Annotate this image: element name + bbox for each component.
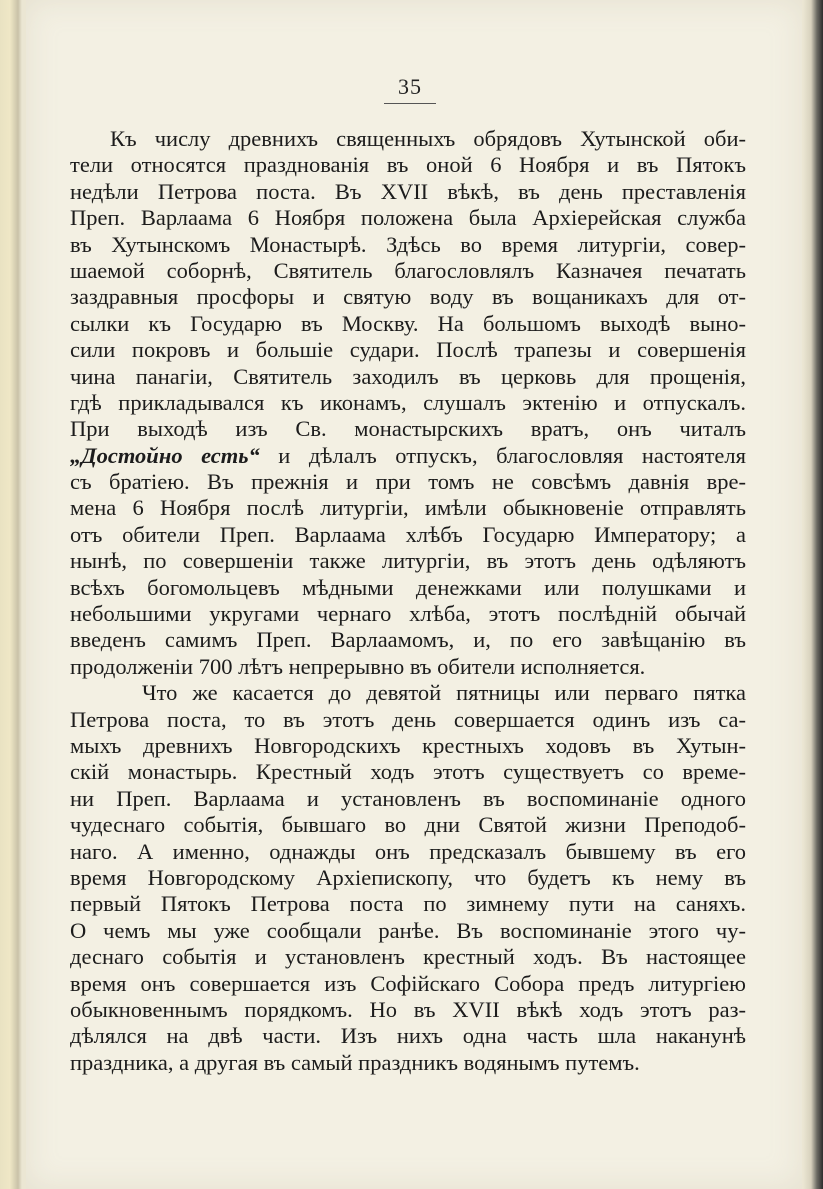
text-line: Петрова поста, то въ этотъ день совершается одинъ изъ са- xyxy=(70,706,746,732)
text-line: всѣхъ богомольцевъ мѣдными денежками или полушками и xyxy=(70,574,746,600)
text-line: Преп. Варлаама 6 Ноября положена была Архіерейская служба xyxy=(70,205,746,231)
book-page xyxy=(26,0,802,1189)
text-line: введенъ самимъ Преп. Варлаамомъ, и, по его завѣщанію въ xyxy=(70,627,746,653)
text-line: мена 6 Ноября послѣ литургіи, имѣли обыкновеніе отправлять xyxy=(70,495,746,521)
text-line: Къ числу древнихъ священныхъ обрядовъ Хутынской оби- xyxy=(110,126,746,151)
text-line: небольшими укругами чернаго хлѣба, этотъ послѣдній обычай xyxy=(70,601,746,627)
quoted-prayer-title: „Достойно есть“ xyxy=(70,442,260,468)
text-line: въ Хутынскомъ Монастырѣ. Здѣсь во время литургіи, совер- xyxy=(70,231,746,257)
text-line: тели относятся празднованія въ оной 6 Ноября и въ Пятокъ xyxy=(70,152,746,178)
text-line: При выходѣ изъ Св. монастырскихъ вратъ, онъ читалъ xyxy=(70,416,746,442)
text-line: гдѣ прикладывался къ иконамъ, слушалъ эктенію и отпускалъ. xyxy=(70,389,746,415)
text-line: продолженіи 700 лѣтъ непрерывно въ обители исполняется. xyxy=(70,653,646,679)
text-line: нынѣ, по совершеніи также литургіи, въ этотъ день одѣляютъ xyxy=(70,548,746,574)
text-line: обыкновеннымъ порядкомъ. Но въ XVII вѣкѣ ходъ этотъ раз- xyxy=(70,996,746,1022)
text-line: чина панагіи, Святитель заходилъ въ церковь для прощенія, xyxy=(70,363,746,389)
text-line: скій монастырь. Крестный ходъ этотъ существуетъ со време- xyxy=(70,759,746,785)
text-line: праздника, а другая въ самый праздникъ водянымъ путемъ. xyxy=(70,1049,640,1075)
text-line: мыхъ древнихъ Новгородскихъ крестныхъ ходовъ въ Хутын- xyxy=(70,732,746,758)
text-line: ни Преп. Варлаама и установленъ въ воспоминаніе одного xyxy=(70,785,746,811)
paragraph-1 xyxy=(70,126,746,680)
text-line: деснаго событія и установленъ крестный ходъ. Въ настоящее xyxy=(70,944,746,970)
text-line: шаемой соборнѣ, Святитель благословлялъ Казначея печатать xyxy=(70,257,746,283)
text-line: дѣлялся на двѣ части. Изъ нихъ одна часть шла наканунѣ xyxy=(70,1023,746,1049)
page-number: 35 xyxy=(398,74,422,99)
text-line: время онъ совершается изъ Софійскаго Собора предъ литургіею xyxy=(70,970,746,996)
text-line: сили покровъ и большіе судари. Послѣ трапезы и совершенія xyxy=(70,337,746,363)
text-line-with-quote xyxy=(70,443,746,469)
text-line: наго. А именно, однажды онъ предсказалъ бывшему въ его xyxy=(70,838,746,864)
text-line: О чемъ мы уже сообщали ранѣе. Въ воспоминаніе этого чу- xyxy=(70,917,746,943)
text-line: отъ обители Преп. Варлаама хлѣбъ Государю Императору; а xyxy=(70,521,746,547)
page-text xyxy=(70,126,746,1076)
text-fragment: и дѣлалъ отпускъ, благословляя настоятеля xyxy=(259,442,747,468)
paragraph-2 xyxy=(70,680,746,1076)
text-line: съ братіею. Въ прежнія и при томъ не совсѣмъ давнія вре- xyxy=(70,469,746,495)
text-line: время Новгородскому Архіепископу, что будетъ къ нему въ xyxy=(70,864,746,890)
text-line: сылки къ Государю въ Москву. На большомъ выходѣ выно- xyxy=(70,310,746,336)
right-page-edge xyxy=(803,0,823,1189)
page-number-underline xyxy=(384,103,436,104)
left-page-edge xyxy=(0,0,22,1189)
text-line: недѣли Петрова поста. Въ XVII вѣкѣ, въ день преставленія xyxy=(70,178,746,204)
text-line: заздравныя просфоры и святую воду въ вощаникахъ для от- xyxy=(70,284,746,310)
text-line: Что же касается до девятой пятницы или перваго пятка xyxy=(142,680,746,706)
text-line: первый Пятокъ Петрова поста по зимнему пути на саняхъ. xyxy=(70,891,746,917)
text-line: чудеснаго событія, бывшаго во дни Святой жизни Преподоб- xyxy=(70,812,746,838)
